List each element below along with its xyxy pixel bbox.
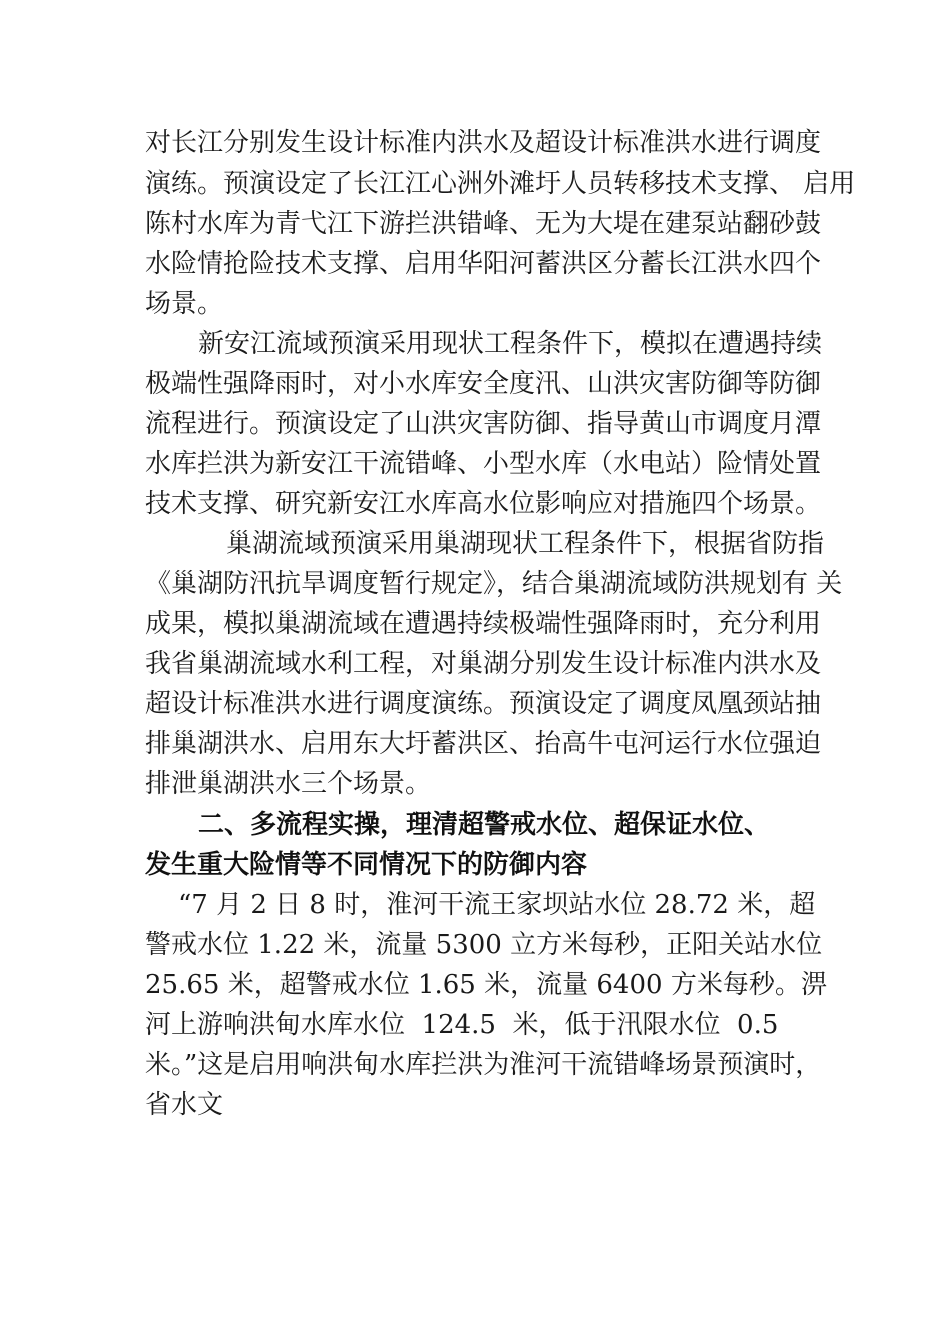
paragraph-2-line-2: 极端性强降雨时，对小水库安全度汛、山洪灾害防御等防御 [145,369,822,399]
paragraph-3-line-1: 巢湖流域预演采用巢湖现状工程条件下，根据省防指 [226,529,825,559]
paragraph-4-line-4: 河上游响洪甸水库水位 124.5 米，低于汛限水位 0.5 [145,1010,779,1040]
paragraph-1-line-3: 陈村水库为青弋江下游拦洪错峰、无为大堤在建泵站翻砂鼓 [145,209,822,239]
section-heading-line-1: 二、多流程实操，理清超警戒水位、超保证水位、 [198,810,771,840]
paragraph-3-line-2: 《巢湖防汛抗旱调度暂行规定》，结合巢湖流域防洪规划有 关 [145,569,843,599]
paragraph-4-line-6: 省水文 [145,1090,224,1120]
paragraph-3-line-7: 排泄巢湖洪水三个场景。 [145,769,432,799]
paragraph-3-line-5: 超设计标准洪水进行调度演练。预演设定了调度凤凰颈站抽 [145,689,822,719]
paragraph-1-line-1: 对长江分别发生设计标准内洪水及超设计标准洪水进行调度 [145,128,822,158]
paragraph-4-line-3: 25.65 米，超警戒水位 1.65 米，流量 6400 方米每秒。淠 [145,970,827,1000]
paragraph-3-line-4: 我省巢湖流域水利工程，对巢湖分别发生设计标准内洪水及 [145,649,822,679]
paragraph-4-line-5: 米。”这是启用响洪甸水库拦洪为淮河干流错峰场景预演时， [145,1050,822,1080]
paragraph-4-line-2: 警戒水位 1.22 米，流量 5300 立方米每秒，正阳关站水位 [145,930,823,960]
paragraph-3-line-6: 排巢湖洪水、启用东大圩蓄洪区、抬高牛屯河运行水位强迫 [145,729,822,759]
paragraph-1-line-5: 场景。 [145,289,224,319]
paragraph-2-line-4: 水库拦洪为新安江干流错峰、小型水库（水电站）险情处置 [145,449,822,479]
paragraph-1-line-2: 演练。预演设定了长江江心洲外滩圩人员转移技术支撑、 启用 [145,169,856,199]
paragraph-2-line-1: 新安江流域预演采用现状工程条件下，模拟在遭遇持续 [198,329,823,359]
section-heading-line-2: 发生重大险情等不同情况下的防御内容 [145,850,588,880]
paragraph-2-line-3: 流程进行。预演设定了山洪灾害防御、指导黄山市调度月潭 [145,409,822,439]
paragraph-2-line-5: 技术支撑、研究新安江水库高水位影响应对措施四个场景。 [145,489,822,519]
paragraph-3-line-3: 成果，模拟巢湖流域在遭遇持续极端性强降雨时，充分利用 [145,609,822,639]
paragraph-4-line-1: “7 月 2 日 8 时，淮河干流王家坝站水位 28.72 米，超 [178,890,816,920]
paragraph-1-line-4: 水险情抢险技术支撑、启用华阳河蓄洪区分蓄长江洪水四个 [145,249,822,279]
